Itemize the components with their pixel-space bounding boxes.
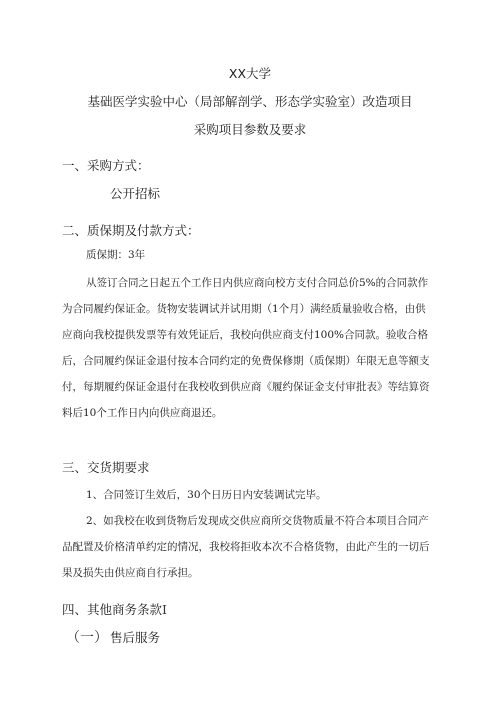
- payment-line: 后，合同履约保证金退付按本合同约定的免费保修期（质保期）年限无息等额支: [62, 355, 430, 367]
- payment-line: 从签订合同之日起五个工作日内供应商向校方支付合同总价5%的合同款作: [86, 277, 429, 289]
- payment-line: 付，每期履约保证金退付在我校收到供应商《履约保证金支付审批表》等结算资: [62, 381, 430, 393]
- payment-line: 料后10个工作日内向供应商退还。: [62, 407, 223, 419]
- text-cursor: I: [162, 602, 167, 617]
- delivery-item-1: 1、合同签订生效后，30个日历日内安装调试完毕。: [86, 489, 327, 501]
- subsection-heading: [66, 630, 160, 646]
- project-title: 基础医学实验中心（局部解剖学、形态学实验室）改造项目: [87, 94, 413, 109]
- delivery-item-2-line: 果及损失由供应商自行承担。: [62, 567, 199, 579]
- delivery-item-2-line: 品配置及价格清单约定的情况，我校将拒收本次不合格货物，由此产生的一切后: [62, 541, 430, 553]
- section-2-heading: 二、质保期及付款方式：: [62, 223, 200, 238]
- delivery-item-2-line: 2、如我校在收到货物后发现成交供应商所交货物质量不符合本项目合同产: [86, 515, 429, 527]
- section-3-heading: 三、交货期要求: [62, 460, 150, 475]
- document-title: 采购项目参数及要求: [193, 122, 307, 137]
- procurement-method: 公开招标: [110, 186, 161, 201]
- payment-line: 应商向我校提供发票等有效凭证后，我校向供应商支付100%合同款。验收合格: [62, 329, 429, 341]
- section-4-heading-text: 四、其他商务条款: [62, 602, 163, 617]
- section-4-heading: [62, 602, 167, 618]
- subsection-title: 售后服务: [110, 630, 161, 645]
- subsection-number: （一）: [66, 630, 108, 646]
- university-title: XX大学: [228, 66, 272, 81]
- payment-line: 为合同履约保证金。货物安装调试并试用期（1个月）满经质量验收合格，由供: [62, 303, 426, 315]
- warranty-period: 质保期：3年: [86, 249, 146, 261]
- section-1-heading: 一、采购方式：: [62, 158, 150, 173]
